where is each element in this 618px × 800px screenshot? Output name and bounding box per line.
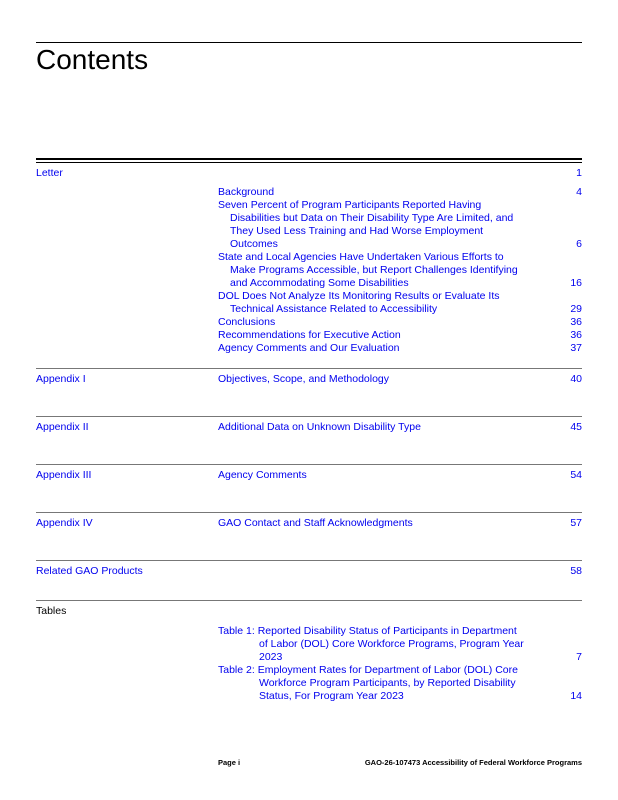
toc-appendix-label[interactable]: Appendix III — [36, 469, 92, 481]
toc-table-line: 2023 — [259, 651, 283, 663]
toc-letter-link[interactable]: Letter — [36, 167, 63, 179]
toc-appendix-label[interactable]: Appendix II — [36, 421, 89, 433]
toc-entry-line: Disabilities but Data on Their Disability Type Are Limited, and — [230, 212, 514, 224]
toc-entry-page[interactable]: 36 — [570, 316, 582, 328]
toc-entry-background[interactable] — [218, 186, 548, 199]
toc-entry-page[interactable]: 4 — [576, 186, 582, 198]
toc-entry-page[interactable]: 36 — [570, 329, 582, 341]
toc-table-line: Table 1: Reported Disability Status of Participants in Department — [218, 625, 517, 637]
toc-entry-page[interactable]: 16 — [570, 277, 582, 289]
section-rule — [36, 560, 582, 561]
toc-entry-dol-monitoring[interactable] — [218, 290, 548, 316]
toc-table-line: Table 2: Employment Rates for Department of Labor (DOL) Core — [218, 664, 518, 676]
toc-table-line: Status, For Program Year 2023 — [259, 690, 404, 702]
toc-table-1[interactable] — [218, 625, 548, 664]
toc-entry-line: State and Local Agencies Have Undertaken Various Efforts to — [218, 251, 504, 263]
toc-appendix-page[interactable]: 57 — [570, 517, 582, 529]
toc-appendix-title[interactable]: Additional Data on Unknown Disability Type — [218, 421, 421, 433]
toc-appendix-title[interactable]: GAO Contact and Staff Acknowledgments — [218, 517, 413, 529]
toc-letter-page[interactable]: 1 — [576, 167, 582, 179]
footer-page-number: Page i — [218, 758, 241, 767]
toc-entry-line: Make Programs Accessible, but Report Challenges Identifying — [230, 264, 518, 276]
toc-entry-line: Outcomes — [230, 238, 278, 250]
toc-appendix-title[interactable]: Objectives, Scope, and Methodology — [218, 373, 390, 385]
toc-table-2[interactable] — [218, 664, 548, 703]
toc-entry-conclusions[interactable] — [218, 316, 548, 329]
toc-entry-line: Background — [218, 186, 275, 198]
section-rule — [36, 512, 582, 513]
toc-entry-line: Technical Assistance Related to Accessibility — [230, 303, 438, 315]
toc-table-page[interactable]: 7 — [576, 651, 582, 663]
section-rule — [36, 368, 582, 369]
toc-related-products-page[interactable]: 58 — [570, 565, 582, 577]
section-rule — [36, 416, 582, 417]
toc-appendix-page[interactable]: 54 — [570, 469, 582, 481]
toc-entry-state-local[interactable] — [218, 251, 548, 290]
toc-entry-line: Conclusions — [218, 316, 276, 328]
toc-appendix-title[interactable]: Agency Comments — [218, 469, 307, 481]
toc-entry-line: and Accommodating Some Disabilities — [230, 277, 409, 289]
toc-table-line: of Labor (DOL) Core Workforce Programs, Program Year — [259, 638, 524, 650]
toc-entry-page[interactable]: 29 — [570, 303, 582, 315]
section-rule — [36, 464, 582, 465]
toc-entry-line: They Used Less Training and Had Worse Employment — [230, 225, 484, 237]
toc-table-page[interactable]: 14 — [570, 690, 582, 702]
title-rule — [36, 42, 582, 43]
toc-appendix-label[interactable]: Appendix IV — [36, 517, 93, 529]
toc-entry-page[interactable]: 37 — [570, 342, 582, 354]
toc-appendix-page[interactable]: 40 — [570, 373, 582, 385]
toc-entry-recommendations[interactable] — [218, 329, 548, 342]
toc-table-line: Workforce Program Participants, by Reported Disability — [259, 677, 516, 689]
toc-entry-page[interactable]: 6 — [576, 238, 582, 250]
toc-entry-agency-comments-eval[interactable] — [218, 342, 548, 355]
toc-appendix-label[interactable]: Appendix I — [36, 373, 86, 385]
toc-entry-seven-percent[interactable] — [218, 199, 548, 251]
contents-top-rule-thin — [36, 162, 582, 163]
toc-entry-line: Agency Comments and Our Evaluation — [218, 342, 400, 354]
toc-entry-line: DOL Does Not Analyze Its Monitoring Results or Evaluate Its — [218, 290, 500, 302]
contents-top-rule — [36, 158, 582, 160]
toc-entry-line: Seven Percent of Program Participants Reported Having — [218, 199, 482, 211]
toc-entry-line: Recommendations for Executive Action — [218, 329, 401, 341]
footer-report-title: GAO-26-107473 Accessibility of Federal Workforce Programs — [364, 758, 582, 767]
page-title: Contents — [36, 44, 149, 75]
toc-appendix-page[interactable]: 45 — [570, 421, 582, 433]
section-rule — [36, 600, 582, 601]
tables-heading: Tables — [36, 605, 67, 617]
toc-related-products-link[interactable]: Related GAO Products — [36, 565, 143, 577]
